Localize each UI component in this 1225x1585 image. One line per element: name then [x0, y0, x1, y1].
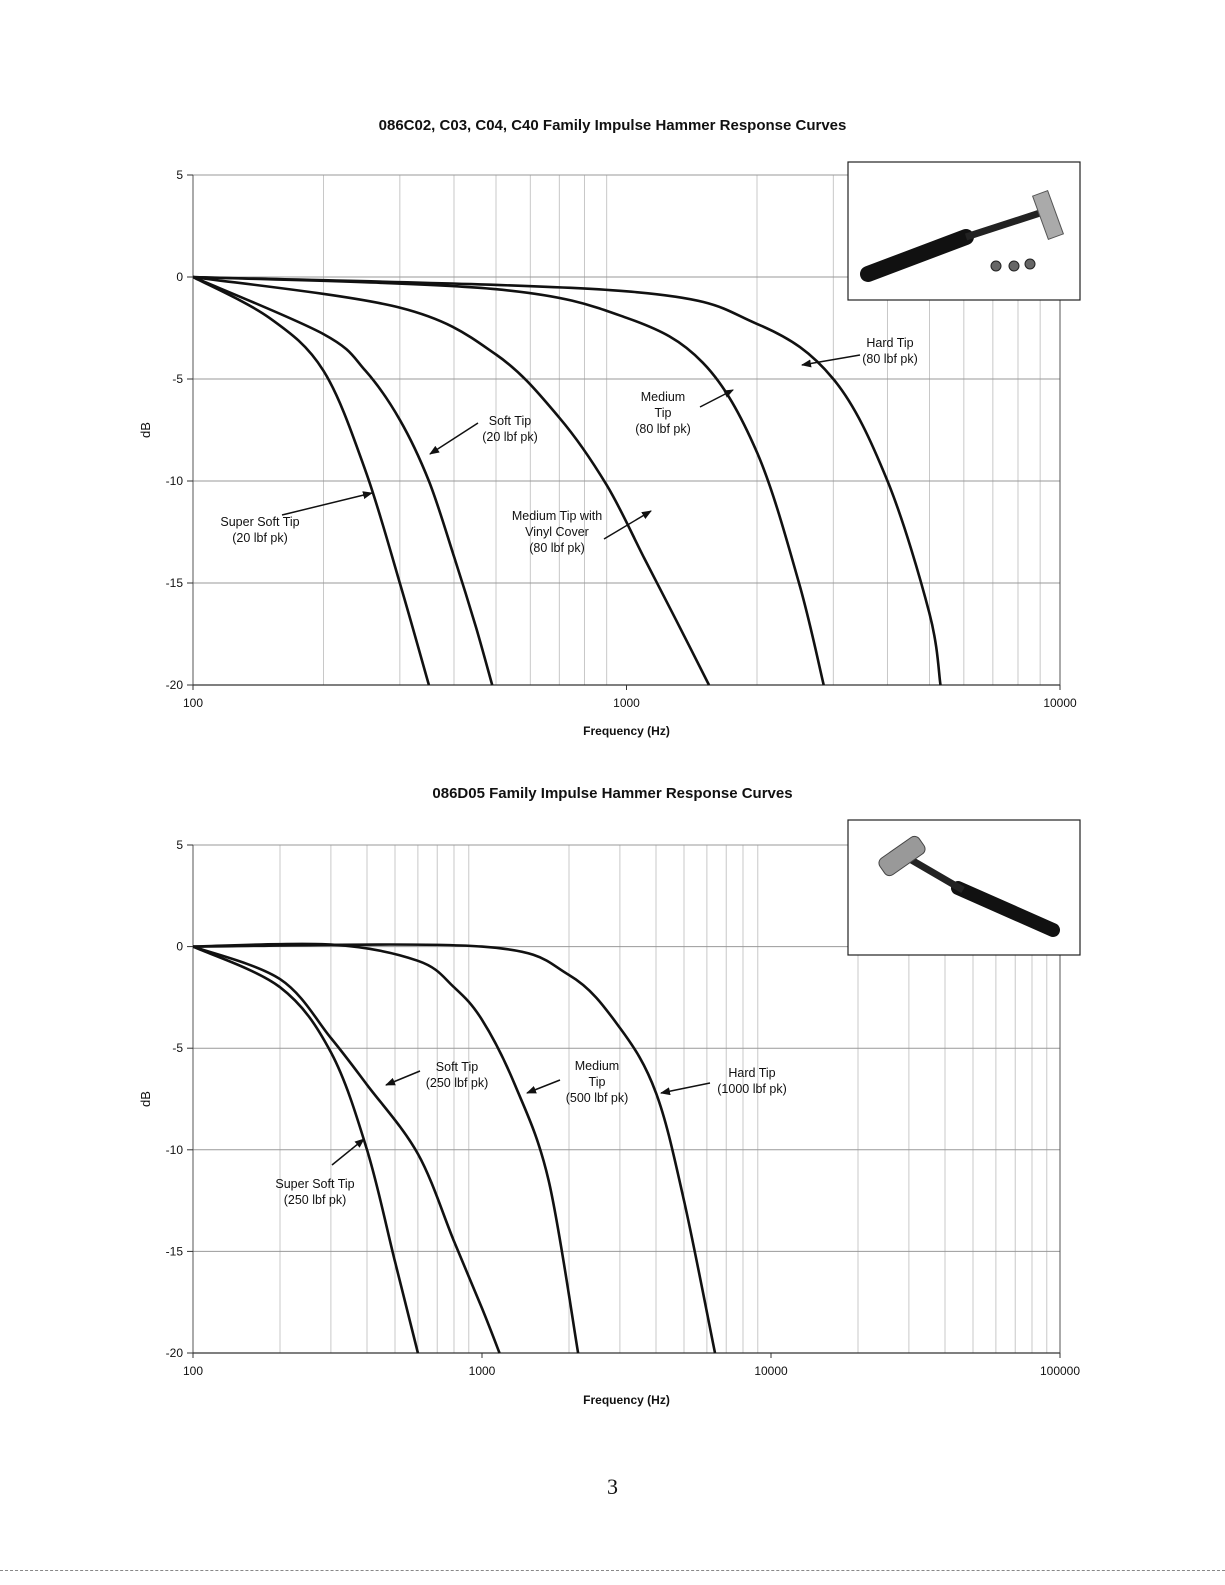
- y-tick-label: 0: [176, 939, 183, 954]
- y-axis-label: dB: [138, 1091, 153, 1107]
- x-tick-label: 100: [182, 1364, 204, 1378]
- annotation-arrow: [386, 1071, 420, 1085]
- curve-annotation-text: Hard Tip: [866, 336, 914, 350]
- y-tick-label: -15: [165, 576, 183, 590]
- curve-annotation-text: (250 lbf pk): [425, 1076, 489, 1090]
- y-tick-label: 5: [176, 838, 183, 852]
- y-tick-label: -5: [172, 1041, 183, 1056]
- curve-annotation-text: Super Soft Tip: [220, 515, 300, 529]
- chart-2-title: 086D05 Family Impulse Hammer Response Curves: [432, 785, 793, 802]
- y-tick-label: -15: [165, 1244, 183, 1259]
- y-tick-label: -20: [165, 1346, 183, 1360]
- curve-annotation-text: Medium: [640, 390, 686, 404]
- curve-annotation-text: (1000 lbf pk): [717, 1082, 787, 1096]
- y-tick-label: -20: [165, 678, 183, 692]
- curve-annotation-text: Medium: [574, 1059, 620, 1073]
- y-tick-label: -10: [165, 1142, 183, 1157]
- y-axis-label: dB: [138, 422, 153, 438]
- x-tick-label: 1000: [468, 1364, 496, 1378]
- curve-annotation-text: (20 lbf pk): [482, 430, 538, 444]
- curve-annotation-text: Soft Tip: [435, 1060, 479, 1074]
- page-number: 3: [607, 1474, 618, 1499]
- x-tick-label: 100: [182, 696, 204, 710]
- annotation-arrow: [527, 1080, 560, 1093]
- x-tick-label: 1000: [613, 696, 640, 710]
- curve-annotation-text: Tip: [654, 406, 672, 420]
- annotation-arrow: [661, 1083, 710, 1093]
- curve-annotation-text: (20 lbf pk): [232, 531, 288, 545]
- x-axis-label: Frequency (Hz): [583, 724, 670, 738]
- x-tick-label: 100000: [1039, 1364, 1081, 1378]
- y-tick-label: -10: [165, 474, 183, 488]
- curve-annotation-text: Vinyl Cover: [525, 525, 589, 539]
- curve-annotation-text: (500 lbf pk): [565, 1091, 629, 1105]
- curve-annotation-text: Medium Tip with: [511, 509, 603, 523]
- curve-annotation-text: (80 lbf pk): [635, 422, 691, 436]
- annotation-arrow: [332, 1139, 364, 1165]
- page-bottom-rule: [0, 1570, 1225, 1571]
- x-tick-label: 10000: [1043, 696, 1077, 710]
- y-tick-label: 5: [176, 168, 183, 182]
- curve-annotation-text: Tip: [588, 1075, 606, 1089]
- curve-annotation-text: (80 lbf pk): [862, 352, 918, 366]
- curve-annotation-text: Hard Tip: [728, 1066, 776, 1080]
- curve-annotation-text: Soft Tip: [488, 414, 532, 428]
- curve-annotation-text: (80 lbf pk): [529, 541, 585, 555]
- curve-annotation-text: Super Soft Tip: [275, 1177, 355, 1191]
- y-tick-label: -5: [172, 372, 183, 386]
- response-curve-3: [193, 944, 578, 1353]
- chart-1-title: 086C02, C03, C04, C40 Family Impulse Hammer Response Curves: [378, 117, 847, 134]
- x-axis-label: Frequency (Hz): [583, 1393, 670, 1407]
- impulse-hammer-photo: [848, 820, 1080, 955]
- curve-annotation-text: (250 lbf pk): [283, 1193, 347, 1207]
- x-tick-label: 10000: [754, 1364, 788, 1378]
- y-tick-label: 0: [176, 270, 183, 284]
